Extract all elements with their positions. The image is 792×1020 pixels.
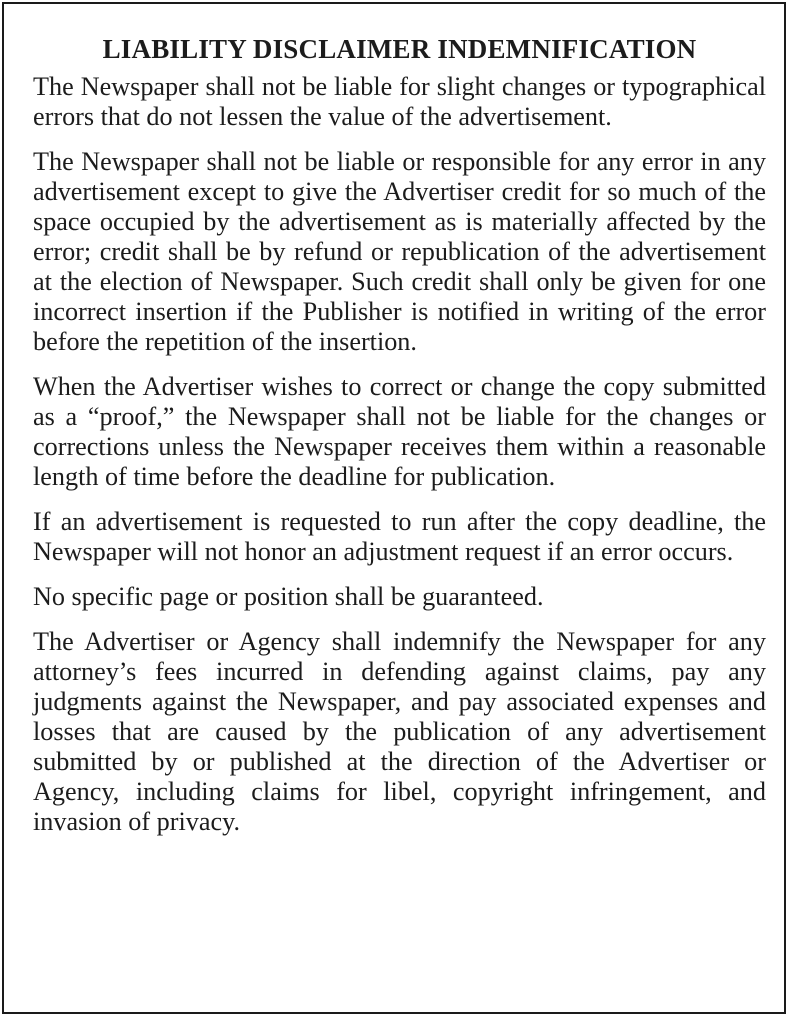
paragraph-late-copy: If an advertisement is requested to run after the copy deadline, the Newspaper will not honor an adjustment request if an error occurs.: [33, 507, 766, 566]
document-title: LIABILITY DISCLAIMER INDEMNIFICATION: [102, 34, 697, 64]
document-border: [2, 2, 786, 1014]
paragraph-position: No specific page or position shall be guaranteed.: [33, 582, 544, 611]
paragraph-error-credit: The Newspaper shall not be liable or responsible for any error in any advertisement except to give the Advertiser credit for so much of the space occupied by the advertisement as is materially affected by the error; credit shall be by refund or republication of the advertisement at the election of Newspaper. Such credit shall only be given for one incorrect insertion if the Publisher is notified in writing of the error before the repetition of the insertion.: [33, 147, 766, 356]
document-body: [33, 32, 766, 852]
paragraph-slight-changes: The Newspaper shall not be liable for slight changes or typographical errors that do not lessen the value of the advertisement.: [33, 72, 766, 131]
paragraph-proof-changes: When the Advertiser wishes to correct or change the copy submitted as a “proof,” the Newspaper shall not be liable for the changes or corrections unless the Newspaper receives them within a reasonable length of time before the deadline for publication.: [33, 372, 766, 491]
paragraph-indemnification: The Advertiser or Agency shall indemnify the Newspaper for any attorney’s fees incurred in defending against claims, pay any judgments against the Newspaper, and pay associated expenses and losses that are caused by the publication of any advertisement submitted by or published at the direction of the Advertiser or Agency, including claims for libel, copyright infringement, and invasion of privacy.: [33, 627, 766, 836]
